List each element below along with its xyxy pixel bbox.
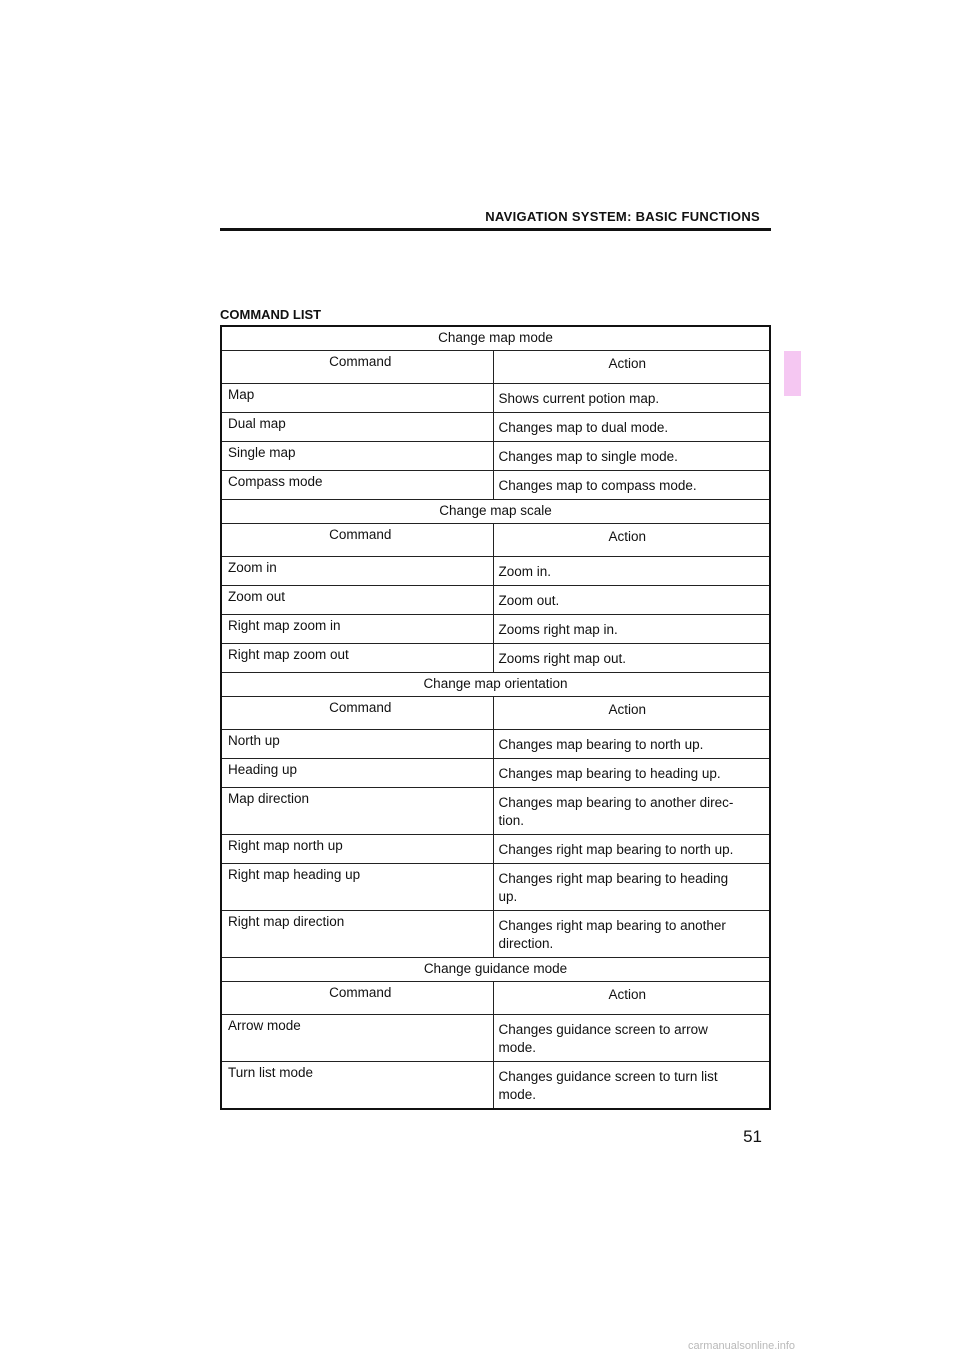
table-row	[221, 730, 770, 759]
command-cell: Single map	[221, 442, 493, 471]
command-cell: Map	[221, 384, 493, 413]
column-header-action: Action	[493, 524, 770, 557]
command-cell: Right map heading up	[221, 864, 493, 911]
column-header-action: Action	[493, 697, 770, 730]
action-cell: Zooms right map in.	[493, 615, 770, 644]
action-cell: Changes map bearing to another direc- tion.	[493, 788, 770, 835]
command-cell: Right map direction	[221, 911, 493, 958]
table-row	[221, 615, 770, 644]
table-row	[221, 557, 770, 586]
running-header: NAVIGATION SYSTEM: BASIC FUNCTIONS	[485, 209, 760, 224]
table-row	[221, 384, 770, 413]
command-cell: Map direction	[221, 788, 493, 835]
command-cell: Dual map	[221, 413, 493, 442]
table-row	[221, 586, 770, 615]
command-cell: Compass mode	[221, 471, 493, 500]
action-cell: Changes map to single mode.	[493, 442, 770, 471]
section-title: COMMAND LIST	[220, 307, 322, 322]
group-title: Change map orientation	[221, 673, 770, 697]
action-cell: Changes right map bearing to north up.	[493, 835, 770, 864]
header-rule	[220, 228, 771, 231]
action-cell: Changes guidance screen to arrow mode.	[493, 1015, 770, 1062]
table-row	[221, 864, 770, 911]
page-number: 51	[743, 1127, 762, 1146]
table-row	[221, 644, 770, 673]
command-cell: Turn list mode	[221, 1062, 493, 1110]
action-cell: Changes right map bearing to heading up.	[493, 864, 770, 911]
watermark: carmanualsonline.info	[688, 1340, 796, 1352]
table-row	[221, 911, 770, 958]
action-cell: Zoom out.	[493, 586, 770, 615]
chapter-tab	[784, 351, 801, 396]
command-cell: Right map north up	[221, 835, 493, 864]
command-cell: North up	[221, 730, 493, 759]
command-cell: Right map zoom out	[221, 644, 493, 673]
table-row	[221, 835, 770, 864]
group-title: Change guidance mode	[221, 958, 770, 982]
table-row	[221, 1062, 770, 1110]
column-header-command: Command	[221, 697, 493, 730]
action-cell: Shows current potion map.	[493, 384, 770, 413]
group-title: Change map mode	[221, 326, 770, 351]
command-cell: Heading up	[221, 759, 493, 788]
column-header-command: Command	[221, 982, 493, 1015]
action-cell: Changes map bearing to north up.	[493, 730, 770, 759]
table-row	[221, 471, 770, 500]
action-cell: Changes map to compass mode.	[493, 471, 770, 500]
column-header-command: Command	[221, 351, 493, 384]
command-cell: Arrow mode	[221, 1015, 493, 1062]
action-cell: Zooms right map out.	[493, 644, 770, 673]
action-cell: Changes right map bearing to another direction.	[493, 911, 770, 958]
command-cell: Zoom in	[221, 557, 493, 586]
action-cell: Zoom in.	[493, 557, 770, 586]
action-cell: Changes map bearing to heading up.	[493, 759, 770, 788]
table-row	[221, 413, 770, 442]
table-row	[221, 442, 770, 471]
column-header-command: Command	[221, 524, 493, 557]
command-cell: Right map zoom in	[221, 615, 493, 644]
column-header-action: Action	[493, 982, 770, 1015]
command-table	[220, 325, 771, 1110]
action-cell: Changes map to dual mode.	[493, 413, 770, 442]
table-row	[221, 788, 770, 835]
column-header-action: Action	[493, 351, 770, 384]
table-row	[221, 1015, 770, 1062]
action-cell: Changes guidance screen to turn list mode.	[493, 1062, 770, 1110]
command-cell: Zoom out	[221, 586, 493, 615]
table-row	[221, 759, 770, 788]
group-title: Change map scale	[221, 500, 770, 524]
